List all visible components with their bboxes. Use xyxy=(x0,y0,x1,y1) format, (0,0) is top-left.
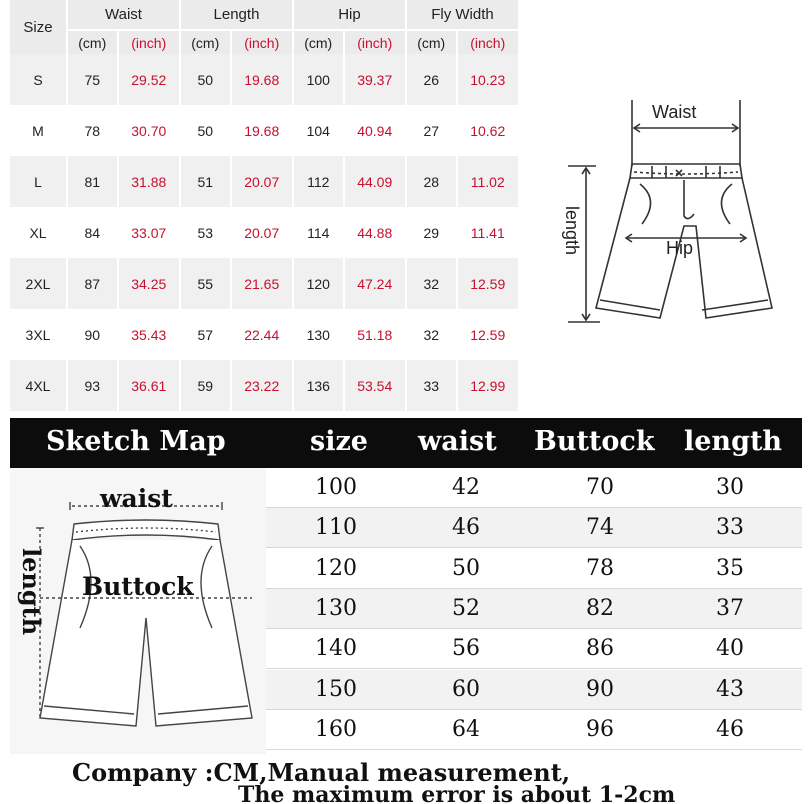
kids-size-row xyxy=(266,589,802,629)
waist-value: 50 xyxy=(452,555,480,581)
unit-inch: (inch) xyxy=(117,31,179,54)
inch-value-cell: 29.52 xyxy=(117,54,179,105)
cm-value-cell: 50 xyxy=(179,54,230,105)
kids-size-row xyxy=(266,710,802,750)
kids-size-row xyxy=(266,670,802,710)
waist-label: Waist xyxy=(652,102,697,122)
unit-cm: (cm) xyxy=(405,31,456,54)
cm-value-cell: 93 xyxy=(66,360,117,411)
inch-value-cell: 20.07 xyxy=(230,156,292,207)
size-value: 140 xyxy=(315,636,357,662)
cm-value-cell: 114 xyxy=(292,207,343,258)
inch-value-cell: 47.24 xyxy=(343,258,405,309)
length-value: 37 xyxy=(716,595,744,621)
waist-value: 60 xyxy=(452,676,480,702)
inch-value-cell: 40.94 xyxy=(343,105,405,156)
length-value: 43 xyxy=(716,676,744,702)
cm-value-cell: 33 xyxy=(405,360,456,411)
inch-value-cell: 10.23 xyxy=(456,54,519,105)
unit-inch: (inch) xyxy=(343,31,405,54)
size-row xyxy=(10,258,518,309)
size-row xyxy=(10,360,518,411)
cm-value-cell: 55 xyxy=(179,258,230,309)
buttock-column-header: Buttock xyxy=(534,426,655,457)
size-row xyxy=(10,156,518,207)
buttock-value: 74 xyxy=(586,515,614,541)
measurement-note xyxy=(0,756,812,804)
inch-value-cell: 12.59 xyxy=(456,309,519,360)
kids-size-row xyxy=(266,508,802,548)
cm-value-cell: 90 xyxy=(66,309,117,360)
unit-cm: (cm) xyxy=(292,31,343,54)
buttock-value: 96 xyxy=(586,716,614,742)
cm-value-cell: 51 xyxy=(179,156,230,207)
size-cell: 2XL xyxy=(10,258,66,309)
size-cell: M xyxy=(10,105,66,156)
size-row xyxy=(10,105,518,156)
cm-value-cell: 32 xyxy=(405,309,456,360)
inch-value-cell: 12.59 xyxy=(456,258,519,309)
kids-size-row xyxy=(266,629,802,669)
unit-inch: (inch) xyxy=(456,31,519,54)
size-value: 130 xyxy=(315,595,357,621)
cm-value-cell: 104 xyxy=(292,105,343,156)
waist-value: 64 xyxy=(452,716,480,742)
size-chart-table xyxy=(10,0,518,411)
cm-value-cell: 75 xyxy=(66,54,117,105)
sketch-length-label: length xyxy=(17,548,46,636)
sketch-map xyxy=(10,468,266,754)
inch-value-cell: 10.62 xyxy=(456,105,519,156)
buttock-value: 70 xyxy=(586,475,614,500)
cm-value-cell: 136 xyxy=(292,360,343,411)
sketch-buttock-label: Buttock xyxy=(82,572,194,601)
shorts-measurement-diagram xyxy=(556,96,786,336)
inch-value-cell: 51.18 xyxy=(343,309,405,360)
waist-column-header: waist xyxy=(418,426,497,457)
inch-value-cell: 34.25 xyxy=(117,258,179,309)
inch-value-cell: 21.65 xyxy=(230,258,292,309)
waist-value: 56 xyxy=(452,636,480,662)
cm-value-cell: 32 xyxy=(405,258,456,309)
inch-value-cell: 39.37 xyxy=(343,54,405,105)
length-header: Length xyxy=(179,0,292,31)
cm-value-cell: 120 xyxy=(292,258,343,309)
cm-value-cell: 57 xyxy=(179,309,230,360)
inch-value-cell: 20.07 xyxy=(230,207,292,258)
cm-value-cell: 28 xyxy=(405,156,456,207)
cm-value-cell: 29 xyxy=(405,207,456,258)
cm-value-cell: 81 xyxy=(66,156,117,207)
inch-value-cell: 36.61 xyxy=(117,360,179,411)
length-value: 46 xyxy=(716,716,744,742)
inch-value-cell: 11.02 xyxy=(456,156,519,207)
inch-value-cell: 44.09 xyxy=(343,156,405,207)
cm-value-cell: 100 xyxy=(292,54,343,105)
cm-value-cell: 50 xyxy=(179,105,230,156)
size-row xyxy=(10,309,518,360)
size-cell: 3XL xyxy=(10,309,66,360)
kids-size-section xyxy=(10,418,802,754)
inch-value-cell: 19.68 xyxy=(230,105,292,156)
hip-header: Hip xyxy=(292,0,405,31)
inch-value-cell: 12.99 xyxy=(456,360,519,411)
unit-inch: (inch) xyxy=(230,31,292,54)
inch-value-cell: 44.88 xyxy=(343,207,405,258)
kids-size-row xyxy=(266,468,802,508)
size-row xyxy=(10,207,518,258)
unit-cm: (cm) xyxy=(179,31,230,54)
buttock-value: 78 xyxy=(586,555,614,581)
cm-value-cell: 130 xyxy=(292,309,343,360)
cm-value-cell: 87 xyxy=(66,258,117,309)
note-line-2: The maximum error is about 1-2cm xyxy=(238,782,676,804)
cm-value-cell: 78 xyxy=(66,105,117,156)
buttock-value: 90 xyxy=(586,676,614,702)
note-line-1: Company :CM,Manual measurement, xyxy=(72,758,571,787)
length-value: 40 xyxy=(716,636,744,662)
length-column-header: length xyxy=(684,426,783,457)
cm-value-cell: 112 xyxy=(292,156,343,207)
kids-size-row xyxy=(266,549,802,589)
size-value: 110 xyxy=(315,515,357,541)
size-cell: 4XL xyxy=(10,360,66,411)
size-cell: XL xyxy=(10,207,66,258)
kids-size-header-bar xyxy=(10,418,802,468)
shorts-outline-icon xyxy=(556,96,786,336)
cm-value-cell: 53 xyxy=(179,207,230,258)
hip-label: Hip xyxy=(666,238,694,258)
unit-cm: (cm) xyxy=(66,31,117,54)
size-value: 150 xyxy=(315,676,357,702)
length-label: length xyxy=(562,206,582,256)
inch-value-cell: 23.22 xyxy=(230,360,292,411)
cm-value-cell: 84 xyxy=(66,207,117,258)
sketch-map-header: Sketch Map xyxy=(46,426,226,457)
size-cell: S xyxy=(10,54,66,105)
inch-value-cell: 22.44 xyxy=(230,309,292,360)
inch-value-cell: 19.68 xyxy=(230,54,292,105)
inch-value-cell: 31.88 xyxy=(117,156,179,207)
length-value: 35 xyxy=(716,555,744,581)
inch-value-cell: 30.70 xyxy=(117,105,179,156)
size-column-header: size xyxy=(310,426,368,457)
buttock-value: 86 xyxy=(586,636,614,662)
waist-header: Waist xyxy=(66,0,179,31)
cm-value-cell: 27 xyxy=(405,105,456,156)
sketch-waist-label: waist xyxy=(100,484,173,513)
cm-value-cell: 26 xyxy=(405,54,456,105)
size-cell: L xyxy=(10,156,66,207)
fly-width-header: Fly Width xyxy=(405,0,518,31)
size-value: 100 xyxy=(315,475,357,500)
inch-value-cell: 53.54 xyxy=(343,360,405,411)
inch-value-cell: 11.41 xyxy=(456,207,519,258)
size-header: Size xyxy=(10,0,66,54)
length-value: 33 xyxy=(716,515,744,541)
inch-value-cell: 33.07 xyxy=(117,207,179,258)
length-value: 30 xyxy=(716,475,744,500)
waist-value: 46 xyxy=(452,515,480,541)
size-row xyxy=(10,54,518,105)
waist-value: 42 xyxy=(452,475,480,500)
cm-value-cell: 59 xyxy=(179,360,230,411)
size-value: 120 xyxy=(315,555,357,581)
inch-value-cell: 35.43 xyxy=(117,309,179,360)
size-value: 160 xyxy=(315,716,357,742)
buttock-value: 82 xyxy=(586,595,614,621)
waist-value: 52 xyxy=(452,595,480,621)
